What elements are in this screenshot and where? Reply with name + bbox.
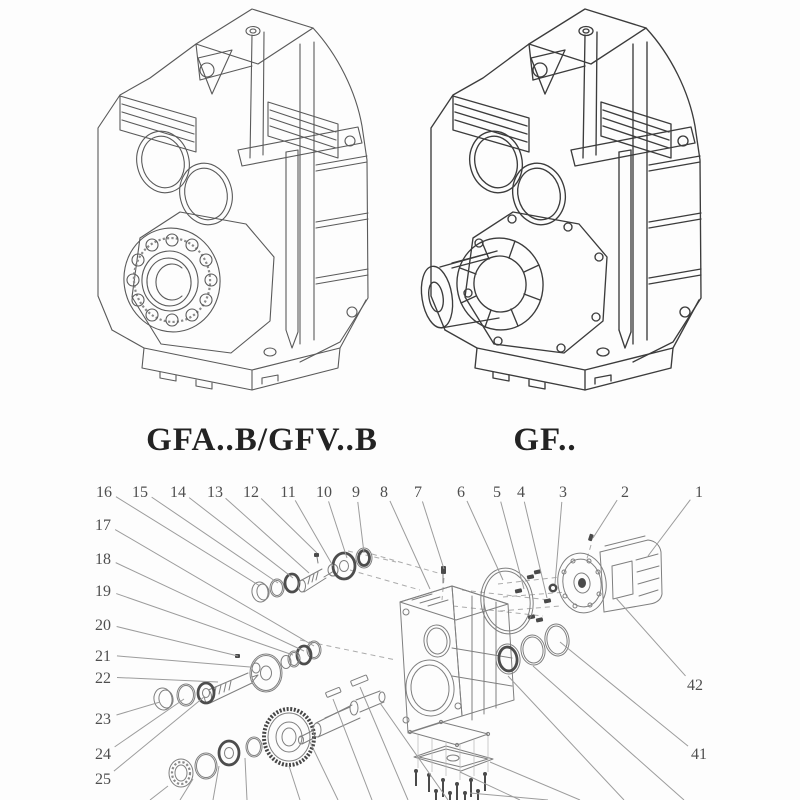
callout-18-leader [116,563,304,651]
callout-23-leader [116,702,160,715]
gearbox-drawing-gf [417,9,701,390]
intermediate-shaft-assembly [152,641,321,711]
callout-24-leader [115,699,184,747]
callout-3-number: 3 [559,484,567,501]
callout-12-leader [261,499,317,553]
callout-4-leader [524,502,547,598]
left-figure-label: GFA..B/GFV..B [146,422,378,458]
callout-15-number: 15 [132,484,148,501]
callout-42-leader [616,598,686,676]
callout-21-number: 21 [95,648,111,665]
callout-5-number: 5 [493,484,501,501]
motor-part [553,534,662,617]
callout-layer [95,484,707,788]
callout-7-number: 7 [414,484,422,501]
callout-10-leader [329,501,347,558]
callout-13-number: 13 [207,484,223,501]
callout-20-number: 20 [95,617,111,634]
callout-16-number: 16 [96,484,112,501]
callout-2-number: 2 [621,484,629,501]
callout-17-number: 17 [95,517,111,534]
callout-24-number: 24 [95,746,111,763]
callout-23-number: 23 [95,711,111,728]
callout-19-leader [116,594,293,655]
input-pinion-assembly [250,548,372,603]
callout-21-leader [117,656,250,667]
callout-12-number: 12 [243,484,259,501]
callout-8-number: 8 [380,484,388,501]
callout-22-number: 22 [95,670,111,687]
callout-11-number: 11 [280,484,296,501]
callout-22-leader [117,677,218,682]
output-shaft-assembly [169,675,385,787]
callout-9-leader [358,502,364,553]
callout-15-leader [152,497,278,583]
callout-20-leader [117,627,238,656]
callout-6-leader [467,501,503,580]
gearbox-drawing-gfab [98,9,368,390]
callout-5-leader [501,502,524,589]
callout-9-number: 9 [352,484,360,501]
callout-14-leader [189,498,293,578]
housing-part [400,566,514,733]
gasket-and-bolts [408,720,493,800]
callout-14-number: 14 [170,484,186,501]
callout-2-leader [593,500,617,538]
callout-4-number: 4 [517,484,525,501]
callout-25-number: 25 [95,771,111,788]
callout-18-number: 18 [95,551,111,568]
callout-41-number: 41 [691,746,707,763]
callout-19-number: 19 [95,583,111,600]
ring-parts-right [477,565,571,676]
callout-1-leader [648,500,690,556]
callout-1-number: 1 [695,484,703,501]
callout-42-number: 42 [687,677,703,694]
callout-10-number: 10 [316,484,332,501]
right-figure-label: GF.. [513,422,577,458]
callout-7-leader [422,501,444,569]
exploded-parts-diagram [150,534,684,800]
callout-8-leader [390,501,430,589]
callout-6-number: 6 [457,484,465,501]
